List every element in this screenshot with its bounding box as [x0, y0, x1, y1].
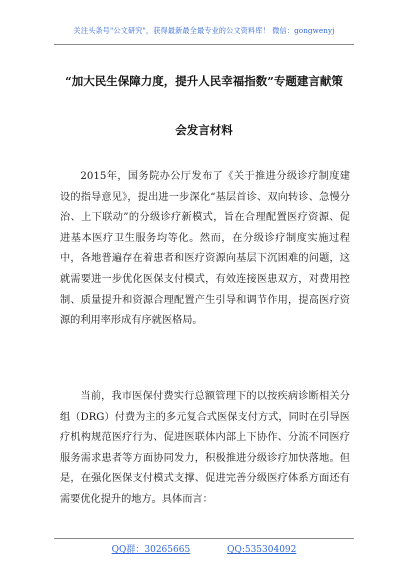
- footer-contacts: [0, 542, 408, 555]
- header-note: 关注头条号"公文研究"，获得最新最全最专业的公文资料库！ 微信：gongwenyj: [73, 26, 335, 35]
- footer-qq-group[interactable]: QQ群：30265665: [111, 545, 191, 555]
- body-paragraph-2: 当前，我市医保付费实行总额管理下的以按疾病诊断相关分组（DRG）付费为主的多元复合式医保支付方式，同时在引导医疗机构规范医疗行为、促进医联体内部上下协作、分流不同医疗服务需求患者等方面协同发力，积极推进分级诊疗加快落地。但是，在强化医保支付模式支撑、促进完善分级医疗体系方面还有需要优化提升的地方。具体而言：: [60, 391, 350, 505]
- document-title: “加大民生保障力度，提升人民幸福指数”专题建言献策: [65, 74, 343, 88]
- header-divider: [54, 44, 354, 45]
- footer-divider: [54, 538, 354, 539]
- document-subtitle: 会发言材料: [175, 123, 233, 137]
- footer-qq-contact[interactable]: QQ:535304092: [227, 545, 297, 555]
- body-paragraph-1: 2015年，国务院办公厅发布了《关于推进分级诊疗制度建设的指导意见》，提出进一步深化“基层首诊、双向转诊、急慢分治、上下联动”的分级诊疗新模式，旨在合理配置医疗资源、促进基本医疗卫生服务均等化。然而，在分级诊疗制度实施过程中，各地普遍存在着患者和医疗资源向基层下沉困难的问题，这就需要进一步优化医保支付模式，有效连接医患双方，对费用控制、质量提升和资源合理配置产生引导和调节作用，提高医疗资源的利用率形成有序就医格局。: [60, 171, 350, 327]
